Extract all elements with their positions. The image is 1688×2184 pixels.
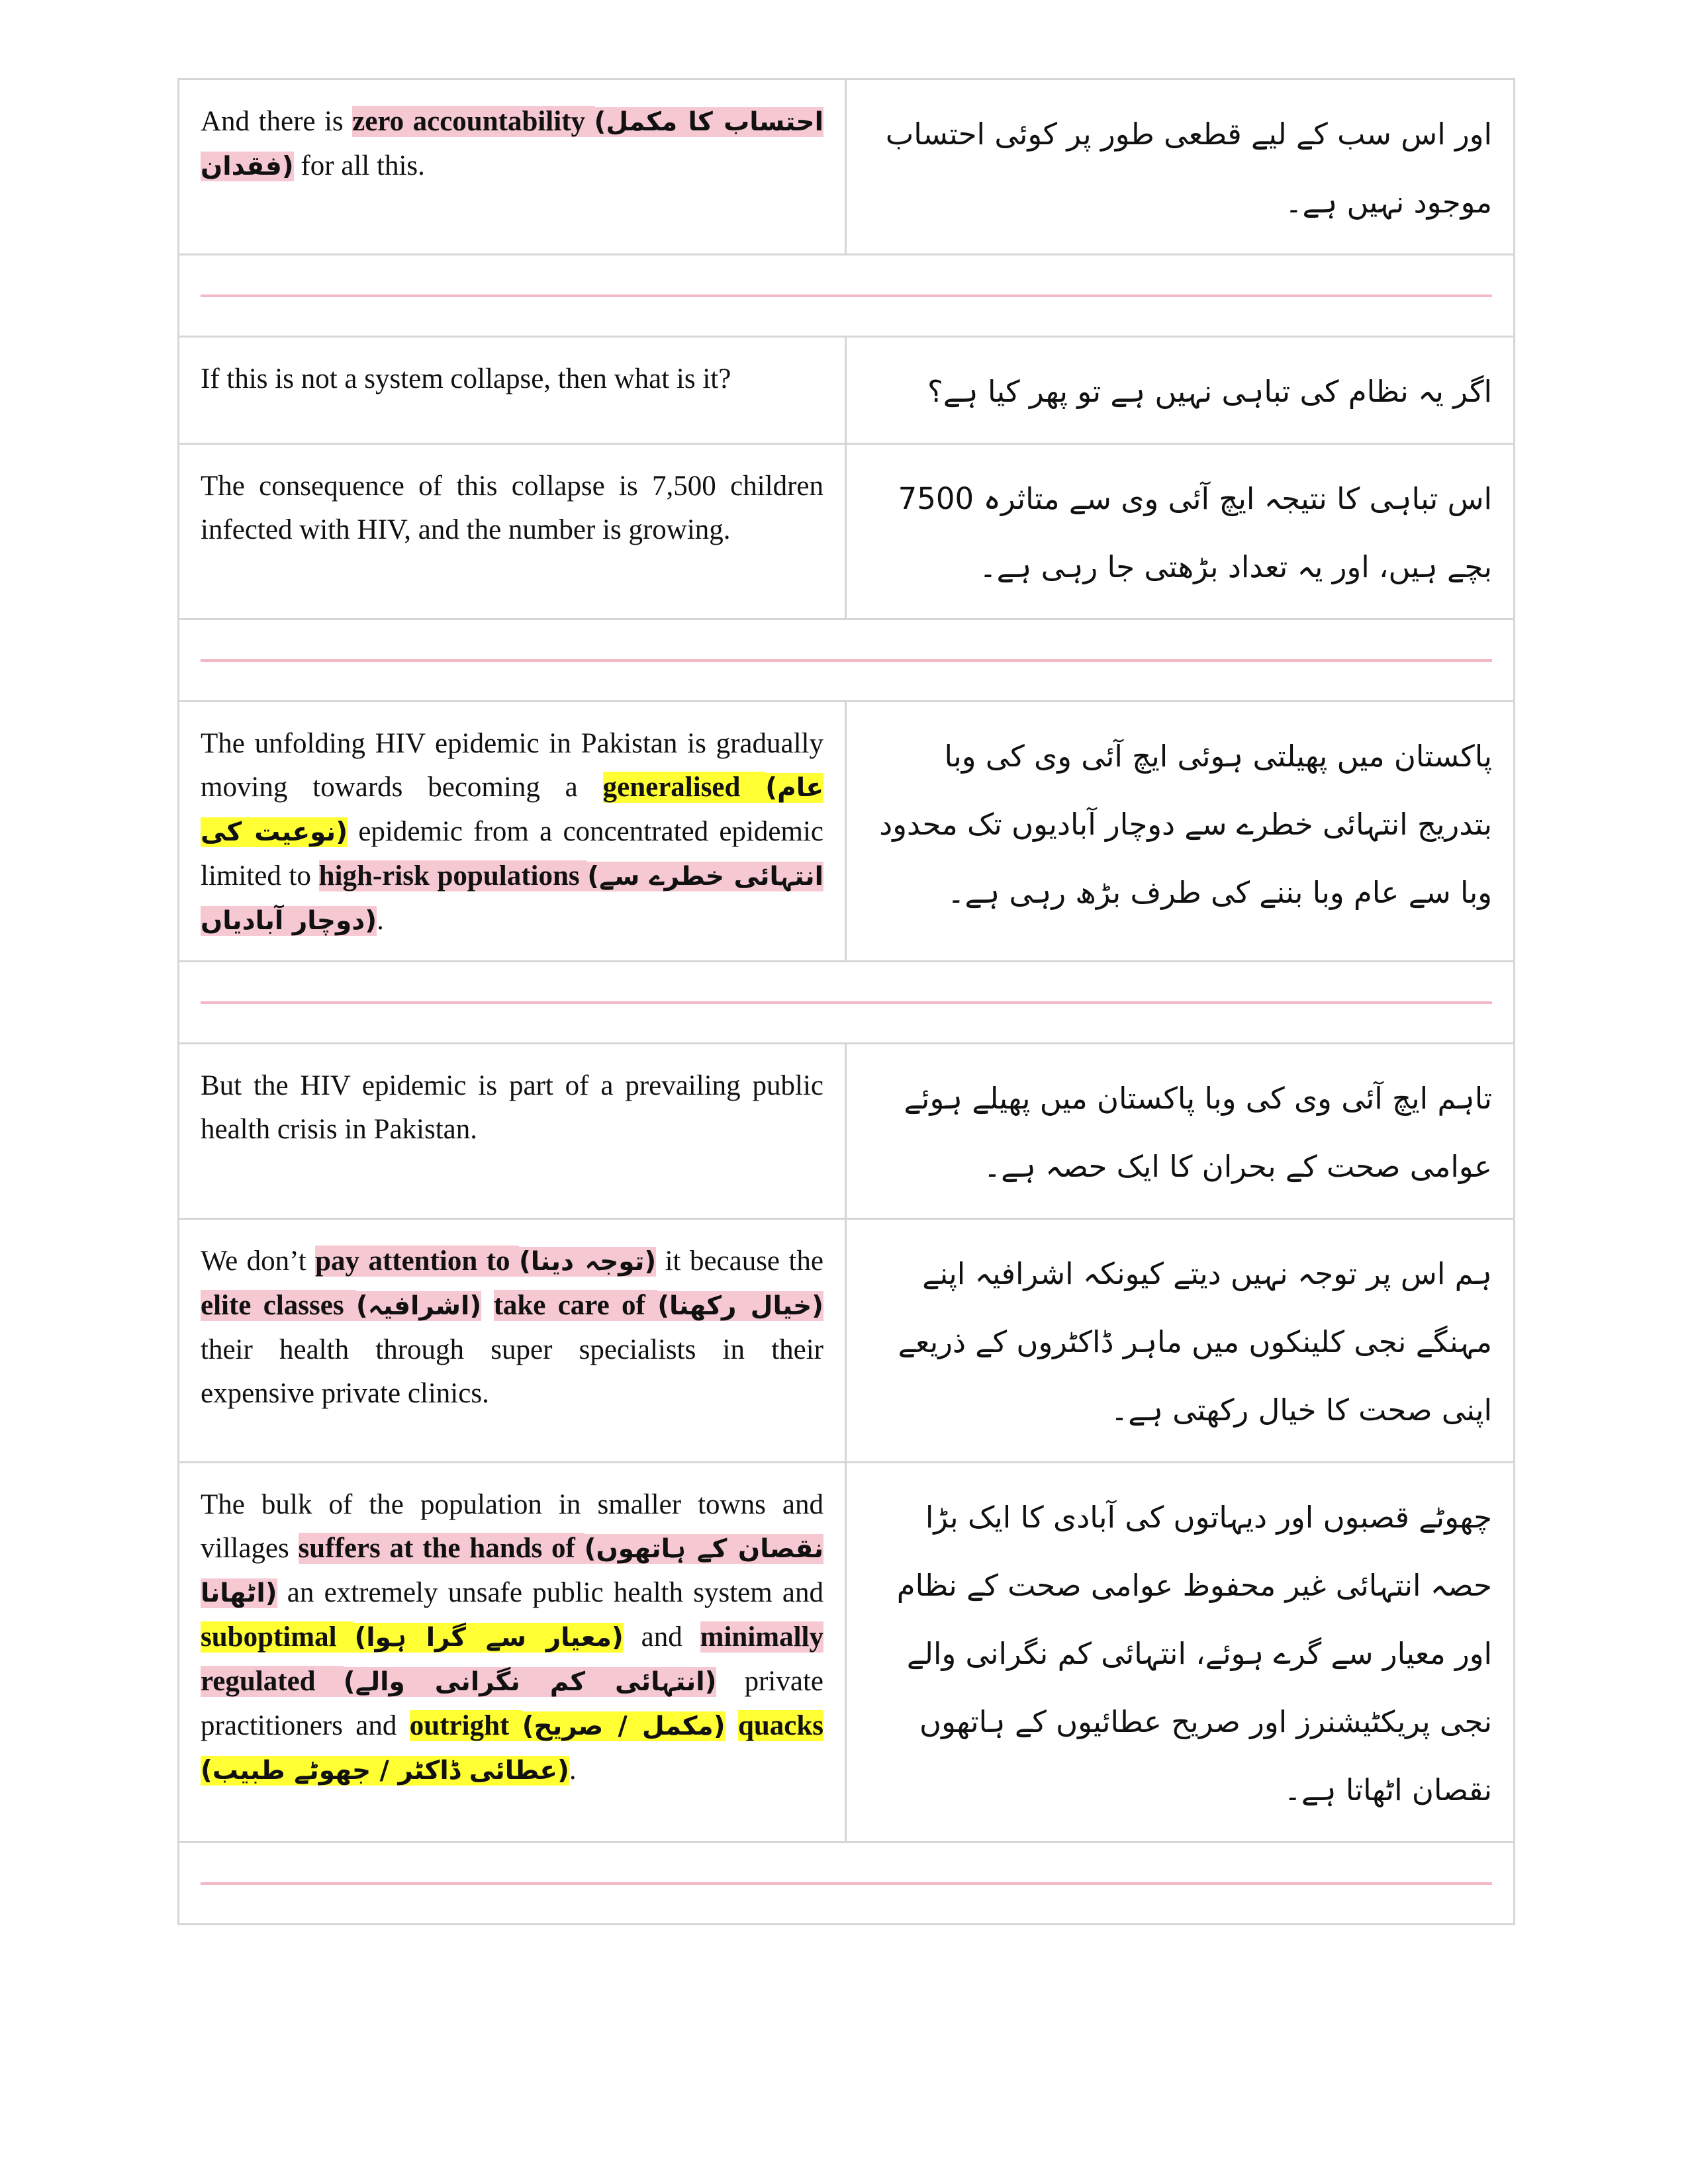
sentence-text: If this is not a system collapse, then what is it? xyxy=(201,363,731,394)
highlighted-urdu-gloss: (انتہائی کم نگرانی والے) xyxy=(343,1667,717,1697)
english-sentence xyxy=(201,722,823,943)
highlighted-vocabulary-term: generalised xyxy=(602,772,766,803)
highlighted-vocabulary-term: take care of xyxy=(493,1290,658,1321)
sentence-text: . xyxy=(377,905,384,936)
urdu-translation-cell xyxy=(846,444,1515,619)
english-sentence xyxy=(201,1483,823,1793)
translation-row xyxy=(179,1219,1515,1463)
highlighted-vocabulary-term: high-risk populations xyxy=(318,860,588,891)
highlighted-urdu-gloss: (معیار سے گرا ہوا) xyxy=(354,1623,624,1653)
highlighted-urdu-gloss: (اشرافیہ) xyxy=(355,1291,482,1321)
pink-divider-line xyxy=(201,295,1492,297)
separator-row xyxy=(179,255,1515,337)
highlighted-vocabulary-term: quacks xyxy=(737,1710,824,1741)
highlighted-urdu-gloss: (عطائی ڈاکٹر / جھوٹے طبیب) xyxy=(201,1756,569,1786)
urdu-translation-cell xyxy=(846,1044,1515,1219)
translation-row xyxy=(179,337,1515,444)
translation-table-body xyxy=(179,79,1515,1925)
translation-row xyxy=(179,79,1515,255)
sentence-text: And there is xyxy=(201,106,353,137)
sentence-text: The bulk of the population in smaller towns and villages xyxy=(201,1489,823,1564)
highlighted-vocabulary-term: elite classes xyxy=(201,1290,356,1321)
translation-table xyxy=(177,78,1515,1925)
highlighted-urdu-gloss: (مکمل / صریح) xyxy=(522,1711,726,1741)
highlighted-urdu-gloss: (انتہائی خطرے سے دوچار آبادیاں) xyxy=(201,862,823,936)
english-sentence-cell xyxy=(179,702,846,962)
highlighted-urdu-gloss: (احتساب کا مکمل فقدان) xyxy=(201,107,824,181)
pink-divider-line xyxy=(201,659,1492,662)
highlighted-urdu-gloss: (نقصان کے ہاتھوں اٹھانا) xyxy=(201,1534,823,1608)
english-sentence-cell xyxy=(179,1219,846,1463)
separator-row xyxy=(179,962,1515,1044)
urdu-translation: چھوٹے قصبوں اور دیہاتوں کی آبادی کا ایک بڑا حصہ انتہائی غیر محفوظ عوامی صحت کے نظام اور معیار سے گرے ہوئے، انتہائی کم نگرانی والے نجی پریکٹیشنرز اور صریح عطائیوں کے ہاتھوں نقصان اٹھاتا ہے۔ xyxy=(896,1500,1492,1807)
english-sentence xyxy=(201,1064,823,1152)
sentence-text xyxy=(726,1710,738,1741)
separator-row xyxy=(179,1843,1515,1925)
english-sentence-cell xyxy=(179,1044,846,1219)
urdu-translation-cell xyxy=(846,337,1515,444)
separator-cell xyxy=(179,962,1515,1044)
sentence-text: . xyxy=(569,1754,577,1786)
separator-cell xyxy=(179,619,1515,702)
urdu-translation-cell xyxy=(846,1219,1515,1463)
sentence-text: We don’t xyxy=(201,1246,316,1277)
urdu-translation-cell xyxy=(846,702,1515,962)
highlighted-vocabulary-term: pay attention to xyxy=(315,1246,519,1277)
sentence-text: an extremely unsafe public health system and xyxy=(277,1577,823,1608)
sentence-text xyxy=(481,1290,493,1321)
sentence-text: The unfolding HIV epidemic in Pakistan is gradually moving towards becoming a xyxy=(201,728,823,803)
highlighted-urdu-gloss: (توجہ دینا) xyxy=(518,1247,657,1277)
sentence-text: it because the xyxy=(656,1246,823,1277)
urdu-translation: اگر یہ نظام کی تباہی نہیں ہے تو پھر کیا ہے؟ xyxy=(927,374,1492,409)
urdu-translation-cell xyxy=(846,79,1515,255)
separator-cell xyxy=(179,1843,1515,1925)
urdu-translation: اور اس سب کے لیے قطعی طور پر کوئی احتساب موجود نہیں ہے۔ xyxy=(885,116,1492,220)
urdu-translation: اس تباہی کا نتیجہ ایچ آئی وی سے متاثرہ 7500 بچے ہیں، اور یہ تعداد بڑھتی جا رہی ہے۔ xyxy=(898,481,1492,584)
urdu-translation: ہم اس پر توجہ نہیں دیتے کیونکہ اشرافیہ اپنے مہنگے نجی کلینکوں میں ماہر ڈاکٹروں کے ذریعے اپنی صحت کا خیال رکھتی ہے۔ xyxy=(898,1256,1492,1428)
sentence-text: their health through super specialists in their expensive private clinics. xyxy=(201,1334,823,1409)
english-sentence xyxy=(201,1240,823,1416)
highlighted-vocabulary-term: outright xyxy=(409,1710,522,1741)
english-sentence xyxy=(201,100,823,189)
sentence-text: epidemic from a concentrated epidemic limited to xyxy=(201,816,823,891)
separator-row xyxy=(179,619,1515,702)
urdu-translation-cell xyxy=(846,1463,1515,1843)
english-sentence-cell xyxy=(179,337,846,444)
english-sentence xyxy=(201,465,823,552)
highlighted-vocabulary-term: zero accountability xyxy=(352,106,594,137)
highlighted-urdu-gloss: (خیال رکھنا) xyxy=(657,1291,823,1321)
translation-row xyxy=(179,1044,1515,1219)
sentence-text: and xyxy=(623,1621,700,1653)
english-sentence-cell xyxy=(179,1463,846,1843)
english-sentence-cell xyxy=(179,79,846,255)
urdu-translation: تاہم ایچ آئی وی کی وبا پاکستان میں پھیلے ہوئے عوامی صحت کے بحران کا ایک حصہ ہے۔ xyxy=(904,1081,1492,1184)
highlighted-vocabulary-term: suboptimal xyxy=(201,1621,355,1653)
english-sentence-cell xyxy=(179,444,846,619)
english-sentence xyxy=(201,357,823,401)
sentence-text: But the HIV epidemic is part of a prevailing public health crisis in Pakistan. xyxy=(201,1070,823,1145)
highlighted-urdu-gloss: (عام نوعیت کی) xyxy=(201,773,823,847)
translation-row xyxy=(179,702,1515,962)
urdu-translation: پاکستان میں پھیلتی ہوئی ایچ آئی وی کی وبا بتدریج انتہائی خطرے سے دوچار آبادیوں تک محدود وبا سے عام وبا بننے کی طرف بڑھ رہی ہے۔ xyxy=(879,739,1492,910)
separator-cell xyxy=(179,255,1515,337)
sentence-text: private practitioners and xyxy=(201,1666,823,1741)
pink-divider-line xyxy=(201,1882,1492,1885)
sentence-text: for all this. xyxy=(293,150,425,181)
translation-row xyxy=(179,444,1515,619)
translation-row xyxy=(179,1463,1515,1843)
sentence-text: The consequence of this collapse is 7,500 children infected with HIV, and the number is growing. xyxy=(201,471,823,545)
highlighted-vocabulary-term: minimally regulated xyxy=(201,1621,823,1697)
highlighted-vocabulary-term: suffers at the hands of xyxy=(298,1533,585,1564)
pink-divider-line xyxy=(201,1001,1492,1004)
